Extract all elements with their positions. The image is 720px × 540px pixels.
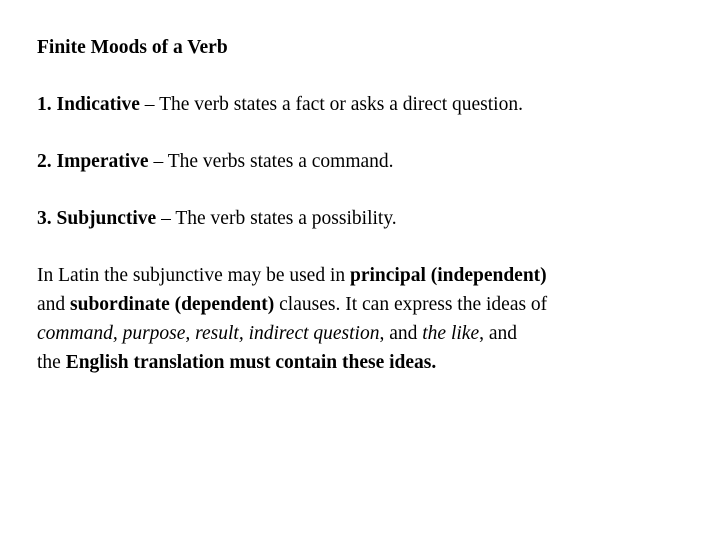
slide-title: Finite Moods of a Verb xyxy=(37,37,228,58)
mood-dash: – xyxy=(156,208,176,229)
mood-item-imperative xyxy=(37,147,707,176)
paragraph-line-2 xyxy=(37,290,707,319)
paragraph-line-3 xyxy=(37,319,707,348)
mood-term: 2. Imperative xyxy=(37,151,149,172)
paragraph-line-4 xyxy=(37,348,707,377)
mood-item-indicative xyxy=(37,90,707,119)
paragraph-text: In Latin the subjunctive may be used in xyxy=(37,265,351,286)
paragraph-text: , and xyxy=(379,323,423,344)
paragraph-text: and xyxy=(37,294,71,315)
paragraph-italic: command, purpose, result, indirect question xyxy=(37,323,380,344)
paragraph-bold: subordinate (dependent) xyxy=(70,294,275,315)
mood-dash: – xyxy=(148,151,168,172)
paragraph-text: the xyxy=(37,352,66,373)
paragraph-bold: principal (independent) xyxy=(350,265,547,286)
paragraph-text: , and xyxy=(479,323,518,344)
mood-definition: The verb states a possibility. xyxy=(175,208,397,229)
paragraph-italic: the like xyxy=(422,323,480,344)
mood-dash: – xyxy=(139,94,160,115)
paragraph-bold: English translation must contain these ideas. xyxy=(65,352,437,373)
mood-item-subjunctive xyxy=(37,204,707,233)
subjunctive-paragraph xyxy=(37,261,707,377)
mood-definition: The verbs states a command. xyxy=(167,151,394,172)
mood-term: 3. Subjunctive xyxy=(37,208,157,229)
mood-definition: The verb states a fact or asks a direct question. xyxy=(159,94,523,115)
paragraph-line-1 xyxy=(37,261,707,290)
mood-term: 1. Indicative xyxy=(37,94,140,115)
paragraph-text: clauses. It can express the ideas of xyxy=(274,294,548,315)
